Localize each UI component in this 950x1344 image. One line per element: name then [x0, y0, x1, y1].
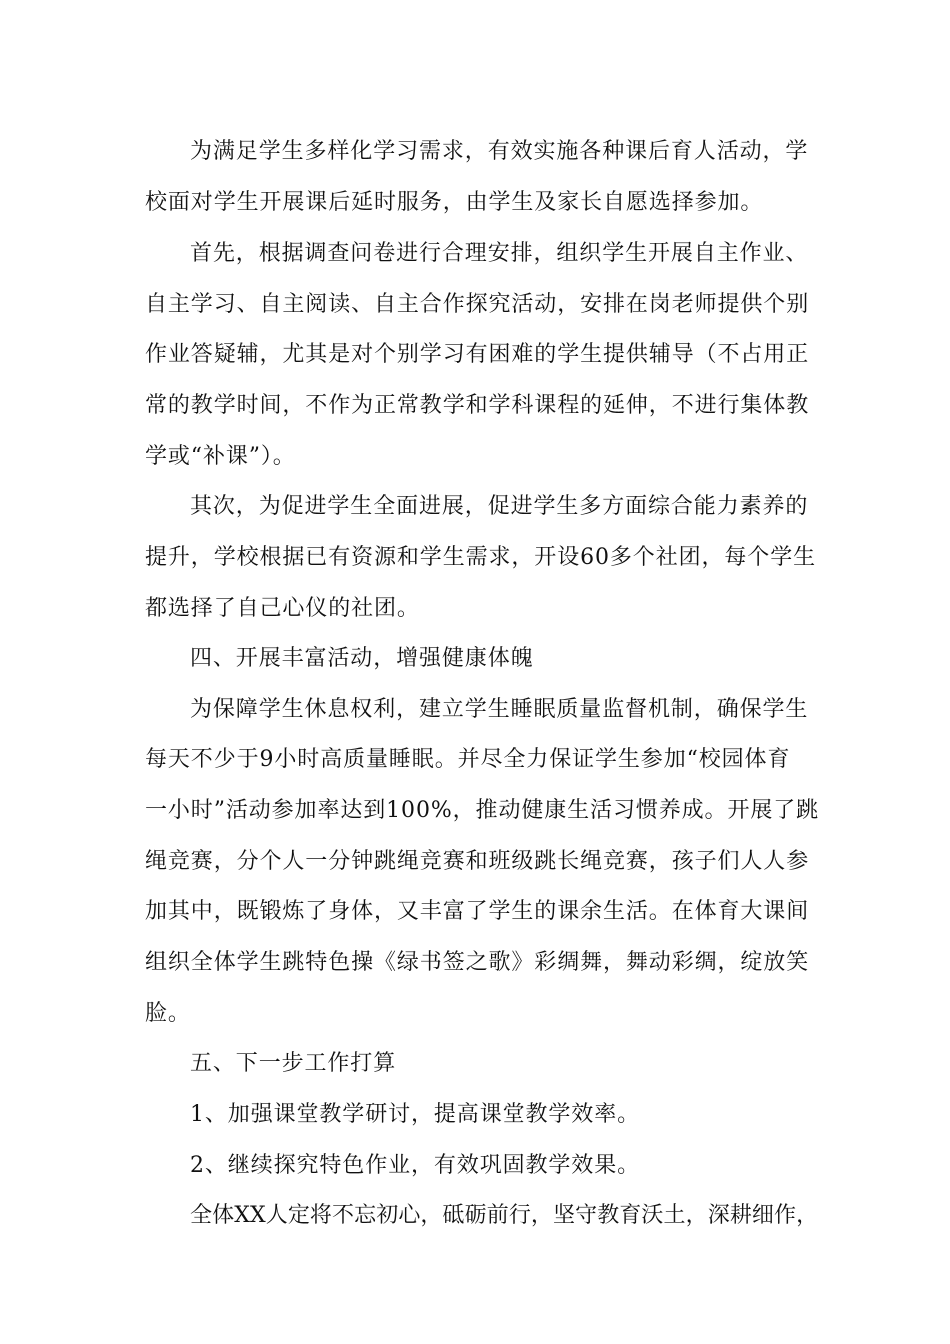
paragraph-line: 为保障学生休息权利，建立学生睡眠质量监督机制，确保学生	[190, 697, 809, 722]
paragraph-line: 每天不少于9小时高质量睡眠。并尽全力保证学生参加“校园体育	[145, 747, 791, 772]
paragraph-line: 加其中，既锻炼了身体，又丰富了学生的课余生活。在体育大课间	[145, 899, 810, 924]
section-heading: 五、下一步工作打算	[190, 1051, 397, 1076]
paragraph-line: 提升，学校根据已有资源和学生需求，开设60多个社团，每个学生	[145, 545, 816, 570]
paragraph-line: 作业答疑辅，尤其是对个别学习有困难的学生提供辅导（不占用正	[145, 342, 810, 367]
section-heading: 四、开展丰富活动，增强健康体魄	[190, 646, 534, 671]
paragraph-line: 脸。	[145, 1001, 191, 1026]
paragraph-line: 常的教学时间，不作为正常教学和学科课程的延伸，不进行集体教	[145, 393, 810, 418]
paragraph-line: 其次，为促进学生全面进展，促进学生多方面综合能力素养的	[190, 494, 809, 519]
paragraph-line: 绳竞赛，分个人一分钟跳绳竞赛和班级跳长绳竞赛，孩子们人人参	[145, 849, 810, 874]
list-item: 2、继续探究特色作业，有效巩固教学效果。	[190, 1153, 640, 1178]
paragraph-line: 都选择了自己心仪的社团。	[145, 596, 420, 621]
paragraph-line: 首先，根据调查问卷进行合理安排，组织学生开展自主作业、	[190, 241, 809, 266]
paragraph-line: 校面对学生开展课后延时服务，由学生及家长自愿选择参加。	[145, 190, 764, 215]
paragraph-line: 一小时”活动参加率达到100%，推动健康生活习惯养成。开展了跳	[145, 798, 820, 823]
paragraph-line: 全体XX人定将不忘初心，砥砺前行，坚守教育沃土，深耕细作，	[190, 1203, 819, 1228]
paragraph-line: 自主学习、自主阅读、自主合作探究活动，安排在岗老师提供个别	[145, 292, 810, 317]
paragraph-line: 为满足学生多样化学习需求，有效实施各种课后育人活动，学	[190, 139, 809, 164]
paragraph-line: 学或“补课”）。	[145, 444, 296, 469]
list-item: 1、加强课堂教学研讨，提高课堂教学效率。	[190, 1102, 640, 1127]
paragraph-line: 组织全体学生跳特色操《绿书签之歌》彩绸舞，舞动彩绸，绽放笑	[145, 950, 810, 975]
